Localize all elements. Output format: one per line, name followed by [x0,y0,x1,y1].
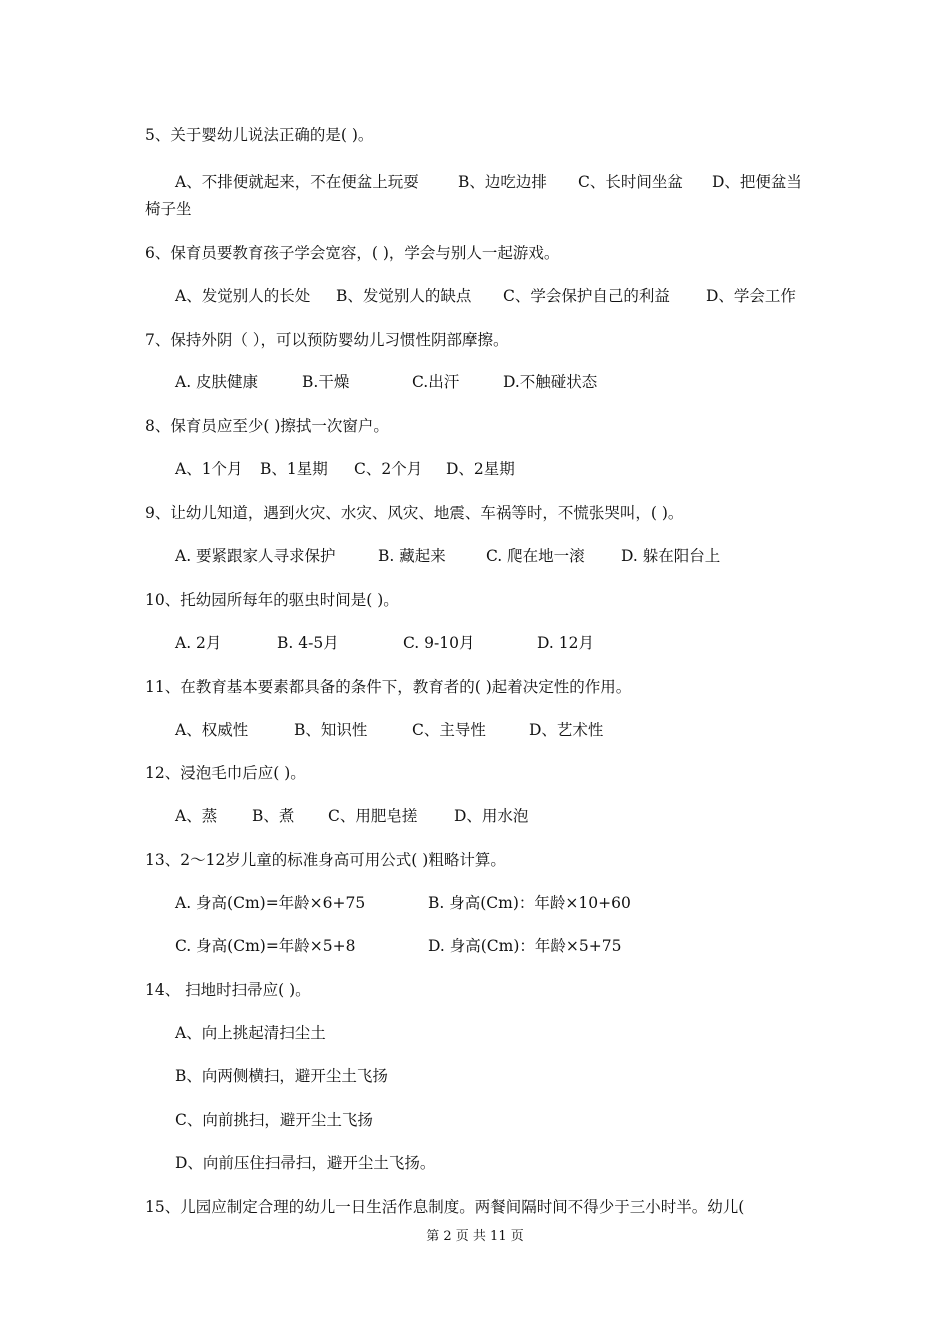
question-stem: 7、保持外阴（ ），可以预防婴幼儿习惯性阴部摩擦。 [145,331,509,349]
option-b: B. 藏起来 [378,547,446,565]
question-stem: 10、托幼园所每年的驱虫时间是( )。 [145,591,399,609]
question-stem: 15、儿园应制定合理的幼儿一日生活作息制度。两餐间隔时间不得少于三小时半。幼儿( [145,1198,745,1216]
question-stem: 5、关于婴幼儿说法正确的是( )。 [145,126,374,144]
option-a: A、向上挑起清扫尘土 [175,1024,326,1042]
option-a: A. 2月 [175,634,222,652]
option-b: B、向两侧横扫，避开尘土飞扬 [175,1067,388,1085]
option-a: A、不排便就起来，不在便盆上玩耍 [175,173,419,191]
question-stem: 14、 扫地时扫帚应( )。 [145,981,311,999]
option-c: C.出汗 [412,373,460,391]
option-a: A、权威性 [175,721,249,739]
option-d: D. 身高(Cm)：年龄×5+75 [428,937,622,955]
option-d: D.不触碰状态 [503,373,598,391]
option-d: D、用水泡 [454,807,529,825]
question-stem: 8、保育员应至少( )擦拭一次窗户。 [145,417,389,435]
option-d: D、把便盆当 [712,173,802,191]
option-b: B. 身高(Cm)：年龄×10+60 [428,894,631,912]
option-d: D、2星期 [446,460,515,478]
question-stem: 6、保育员要教育孩子学会宽容，( )，学会与别人一起游戏。 [145,244,560,262]
question-stem: 12、浸泡毛巾后应( )。 [145,764,306,782]
question-stem: 13、2～12岁儿童的标准身高可用公式( )粗略计算。 [145,851,506,869]
option-a: A、发觉别人的长处 [175,287,311,305]
option-c: C. 身高(Cm)=年龄×5+8 [175,937,356,955]
option-d-continuation: 椅子坐 [145,200,192,218]
option-b: B、知识性 [294,721,368,739]
option-c: C、长时间坐盆 [578,173,683,191]
option-c: C. 9-10月 [403,634,475,652]
option-b: B. 4-5月 [277,634,339,652]
option-d: D. 躲在阳台上 [621,547,721,565]
question-stem: 9、让幼儿知道，遇到火灾、水灾、风灾、地震、车祸等时，不慌张哭叫，( )。 [145,504,684,522]
question-stem: 11、在教育基本要素都具备的条件下，教育者的( )起着决定性的作用。 [145,678,632,696]
option-b: B、煮 [252,807,295,825]
option-d: D. 12月 [537,634,594,652]
option-a: A. 皮肤健康 [175,373,259,391]
page-footer: 第 2 页 共 11 页 [426,1229,524,1244]
option-a: A. 身高(Cm)=年龄×6+75 [175,894,366,912]
option-c: C. 爬在地一滚 [486,547,585,565]
option-b: B、1星期 [260,460,328,478]
option-d: D、向前压住扫帚扫，避开尘土飞扬。 [175,1154,436,1172]
option-a: A、蒸 [175,807,218,825]
option-b: B.干燥 [302,373,350,391]
option-c: C、向前挑扫，避开尘土飞扬 [175,1111,373,1129]
option-a: A. 要紧跟家人寻求保护 [175,547,336,565]
option-d: D、学会工作 [706,287,796,305]
option-c: C、主导性 [412,721,486,739]
option-c: C、用肥皂搓 [328,807,418,825]
option-b: B、边吃边排 [458,173,547,191]
option-c: C、学会保护自己的利益 [503,287,670,305]
option-c: C、2个月 [354,460,423,478]
option-a: A、1个月 [175,460,243,478]
option-b: B、发觉别人的缺点 [336,287,472,305]
option-d: D、艺术性 [529,721,604,739]
